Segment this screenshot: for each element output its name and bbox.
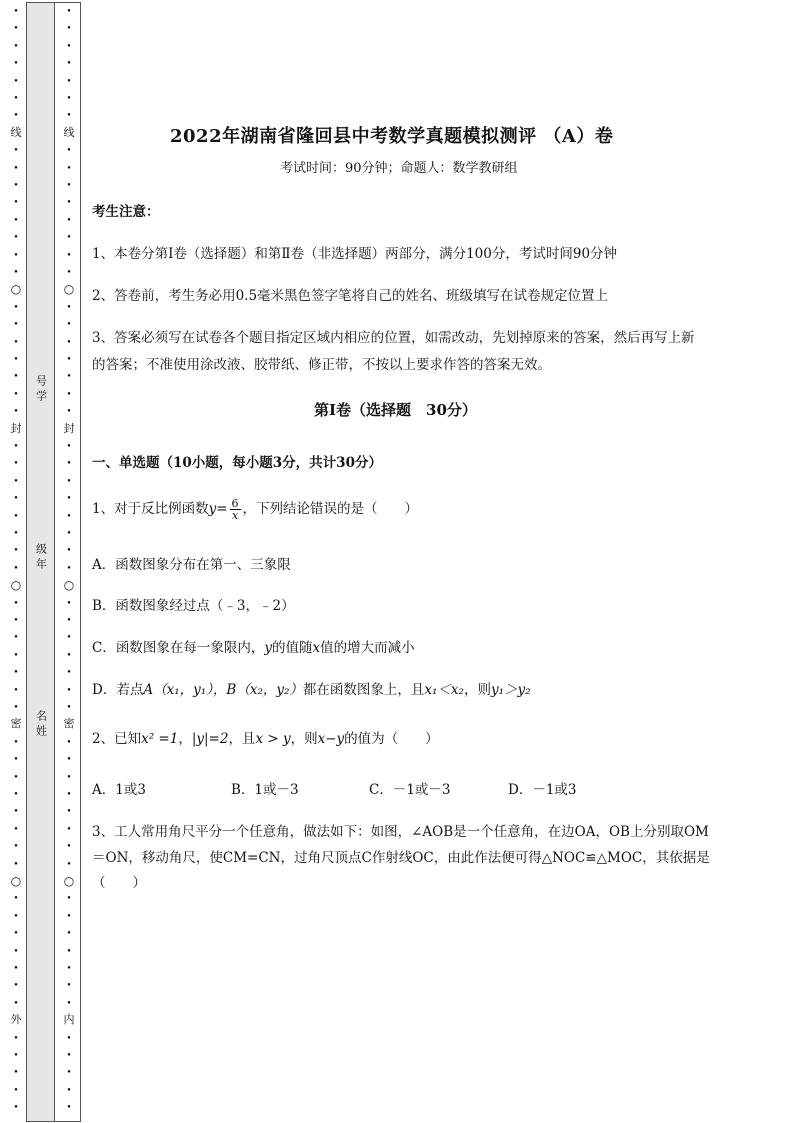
seal-dot: • [13,754,19,764]
seal-dot: • [66,754,72,764]
seal-dot: • [13,806,19,816]
seal-dot: • [66,249,72,259]
seal-dot: • [66,475,72,485]
seal-dot: • [66,40,72,50]
stem-text: 的值为（ ） [344,731,439,747]
math-var: A [143,682,154,698]
seal-dot: • [13,510,19,520]
seal-dot: • [66,162,72,172]
seal-circle: ○ [63,874,75,888]
stem-text: ，则 [290,731,318,747]
math-expr: x₁＜x₂ [424,682,464,698]
seal-dot: • [13,771,19,781]
option-text: 都在函数图象上，且 [302,682,425,698]
field-label: 号学 [34,375,48,405]
seal-dot: • [66,458,72,468]
seal-label: 封 [63,421,75,435]
seal-dot: • [13,649,19,659]
seal-dot: • [13,1067,19,1077]
seal-dot: • [13,458,19,468]
math-op: = [216,501,228,517]
exam-info: 考试时间：90分钟；命题人：数学教研组 [280,161,518,176]
notice-heading: 考生注意： [92,204,160,220]
fraction [230,498,241,521]
seal-dot: • [13,354,19,363]
option-text: 值的增大而减小 [320,640,415,656]
seal-dot: • [66,562,72,572]
math-var: y [264,640,272,656]
seal-dot: • [66,945,72,955]
grade-label [26,543,55,579]
math-expr: |y|=2 [191,731,229,747]
seal-dot: • [66,632,72,642]
seal-dot: • [13,441,19,450]
seal-dot: • [66,545,72,555]
seal-dot: • [66,180,72,189]
student-number-label [26,375,55,411]
seal-dot: • [13,632,19,642]
seal-dot: • [13,980,19,990]
seal-dot: • [66,75,72,85]
notice-item: 的答案；不准使用涂改液、胶带纸、修正带，不按以上要求作答的答案无效。 [92,357,551,373]
seal-dot: • [66,771,72,781]
seal-dot: • [13,858,19,868]
seal-dot: • [13,214,19,224]
seal-dot: • [13,336,19,346]
seal-dot: • [13,841,19,851]
seal-dot: • [66,736,72,746]
seal-dot: • [13,197,19,207]
seal-dot: • [66,910,72,920]
field-label: 级年 [34,543,48,573]
seal-dot: • [13,1050,19,1059]
seal-label: 外 [10,1013,22,1027]
math-var: B [226,682,237,698]
seal-dot: • [13,110,19,120]
seal-dot: • [13,406,19,416]
seal-dot: • [66,301,72,311]
seal-dot: • [13,180,19,189]
seal-dot: • [66,1102,72,1112]
seal-dot: • [13,702,19,711]
seal-dot: • [13,93,19,102]
option-text: C．函数图象在每一象限内， [92,640,265,656]
seal-dot: • [13,684,19,694]
seal-label: 封 [10,421,22,435]
stem-text: 1、对于反比例函数 [92,501,209,517]
name-label [26,710,55,746]
seal-dot: • [66,963,72,972]
math-var: x [312,640,321,656]
seal-circle: ○ [63,578,75,593]
seal-dot: • [66,23,72,33]
seal-dot: • [13,267,19,276]
math-var: y [208,501,217,517]
question-2-option-a: A．1或3 [92,782,146,798]
seal-dot: • [66,823,72,833]
seal-dot: • [13,928,19,938]
math-expr: y₁＞y₂ [490,682,531,698]
seal-dot: • [66,58,72,68]
seal-dot: • [66,1032,72,1042]
seal-dot: • [66,858,72,868]
question-1-option-d [92,678,531,698]
seal-dot: • [13,615,19,624]
seal-dot: • [66,336,72,346]
seal-dot: • [66,615,72,624]
seal-dot: • [66,649,72,659]
seal-dot: • [66,93,72,102]
seal-dot: • [13,162,19,172]
seal-dot: • [13,823,19,833]
seal-circle: ○ [10,282,22,297]
seal-circle: ○ [63,282,75,297]
question-2-option-c: C．－1或－3 [369,782,451,798]
seal-dot: • [66,319,72,329]
section-title: 第I卷（选择题 30分） [314,401,477,419]
seal-dot: • [66,214,72,224]
seal-dot: • [13,58,19,68]
seal-dot: • [66,893,72,903]
math-expr: x−y [317,731,345,747]
seal-dot: • [13,475,19,485]
seal-dot: • [13,963,19,972]
binding-strip [0,0,84,1123]
seal-dot: • [66,267,72,276]
seal-dot: • [66,841,72,851]
seal-dot: • [13,371,19,381]
inner-seal-line [58,4,80,1119]
seal-dot: • [66,354,72,363]
question-2-stem [92,727,439,747]
seal-dot: • [13,1032,19,1042]
question-3-line: （ ） [92,875,146,891]
seal-dot: • [13,1102,19,1112]
question-2-option-d: D．－1或3 [508,782,577,798]
stem-text: ，下列结论错误的是（ ） [242,501,419,517]
seal-dot: • [66,145,72,155]
seal-dot: • [13,388,19,398]
seal-dot: • [13,667,19,677]
fraction-numerator: 6 [231,497,239,510]
question-3-line: 3、工人常用角尺平分一个任意角，做法如下：如图，∠AOB是一个任意角，在边OA，OB上分别取OM [92,824,709,840]
seal-dot: • [66,1067,72,1077]
seal-dot: • [66,1050,72,1059]
seal-dot: • [13,910,19,920]
seal-label: 线 [10,125,22,139]
seal-dot: • [13,232,19,242]
seal-dot: • [66,597,72,607]
seal-dot: • [66,702,72,711]
seal-label: 密 [63,717,75,731]
seal-dot: • [13,945,19,955]
seal-dot: • [66,388,72,398]
seal-dot: • [66,406,72,416]
fraction-denominator: x [231,509,239,522]
seal-dot: • [66,667,72,677]
seal-dot: • [13,319,19,329]
option-text: D．若点 [92,682,144,698]
seal-dot: • [13,545,19,555]
question-1-option-c [92,636,415,656]
seal-dot: • [66,510,72,520]
seal-dot: • [66,197,72,207]
seal-dot: • [66,493,72,503]
seal-dot: • [13,528,19,537]
math-expr: （x₁，y₁）， [153,682,227,698]
seal-dot: • [13,789,19,798]
seal-dot: • [66,997,72,1007]
seal-dot: • [13,40,19,50]
seal-dot: • [66,232,72,242]
question-1-option-a: A．函数图象分布在第一、三象限 [92,557,291,573]
seal-dot: • [66,110,72,120]
option-text: 的值随 [271,640,313,656]
seal-dot: • [13,145,19,155]
question-2-option-b: B．1或－3 [231,782,299,798]
seal-dot: • [13,562,19,572]
seal-dot: • [66,980,72,990]
option-text: ，则 [463,682,491,698]
seal-dot: • [66,371,72,381]
notice-item: 3、答案必须写在试卷各个题目指定区域内相应的位置，如需改动，先划掉原来的答案，然后再写上新 [92,330,695,346]
seal-dot: • [66,806,72,816]
stem-text: ，且 [228,731,256,747]
seal-dot: • [13,893,19,903]
seal-dot: • [66,528,72,537]
seal-dot: • [66,789,72,798]
seal-dot: • [66,684,72,694]
seal-dot: • [66,928,72,938]
seal-circle: ○ [10,578,22,593]
outer-seal-line [5,4,27,1119]
notice-item: 2、答卷前，考生务必用0.5毫米黑色签字笔将自己的姓名、班级填写在试卷规定位置上 [92,288,609,304]
seal-circle: ○ [10,874,22,888]
seal-dot: • [13,23,19,33]
seal-dot: • [13,249,19,259]
question-1-stem [92,496,418,522]
field-label: 名姓 [34,710,48,740]
math-expr: x > y [255,731,291,747]
seal-dot: • [13,75,19,85]
seal-dot: • [66,441,72,450]
page-title: 2022年湖南省隆回县中考数学真题模拟测评 （A）卷 [170,126,614,147]
question-3-line: ＝ON，移动角尺，使CM=CN，过角尺顶点C作射线OC，由此作法便可得△NOC≌△MOC，其依据是 [92,850,710,866]
seal-label: 内 [63,1013,75,1027]
seal-dot: • [13,301,19,311]
seal-label: 线 [63,125,75,139]
stem-text: ， [178,731,192,747]
part-heading: 一、单选题（10小题，每小题3分，共计30分） [92,455,382,471]
math-expr: x² =1 [141,731,179,747]
seal-dot: • [13,736,19,746]
seal-dot: • [66,6,72,15]
math-expr: （x₂，y₂） [236,682,303,698]
seal-label: 密 [10,717,22,731]
seal-dot: • [13,597,19,607]
seal-dot: • [66,1084,72,1094]
seal-dot: • [13,997,19,1007]
seal-dot: • [13,6,19,15]
stem-text: 2、已知 [92,731,142,747]
seal-dot: • [13,1084,19,1094]
notice-item: 1、本卷分第I卷（选择题）和第Ⅱ卷（非选择题）两部分，满分100分，考试时间90分钟 [92,246,618,262]
seal-dot: • [13,493,19,503]
question-1-option-b: B．函数图象经过点（﹣3，﹣2） [92,598,295,614]
